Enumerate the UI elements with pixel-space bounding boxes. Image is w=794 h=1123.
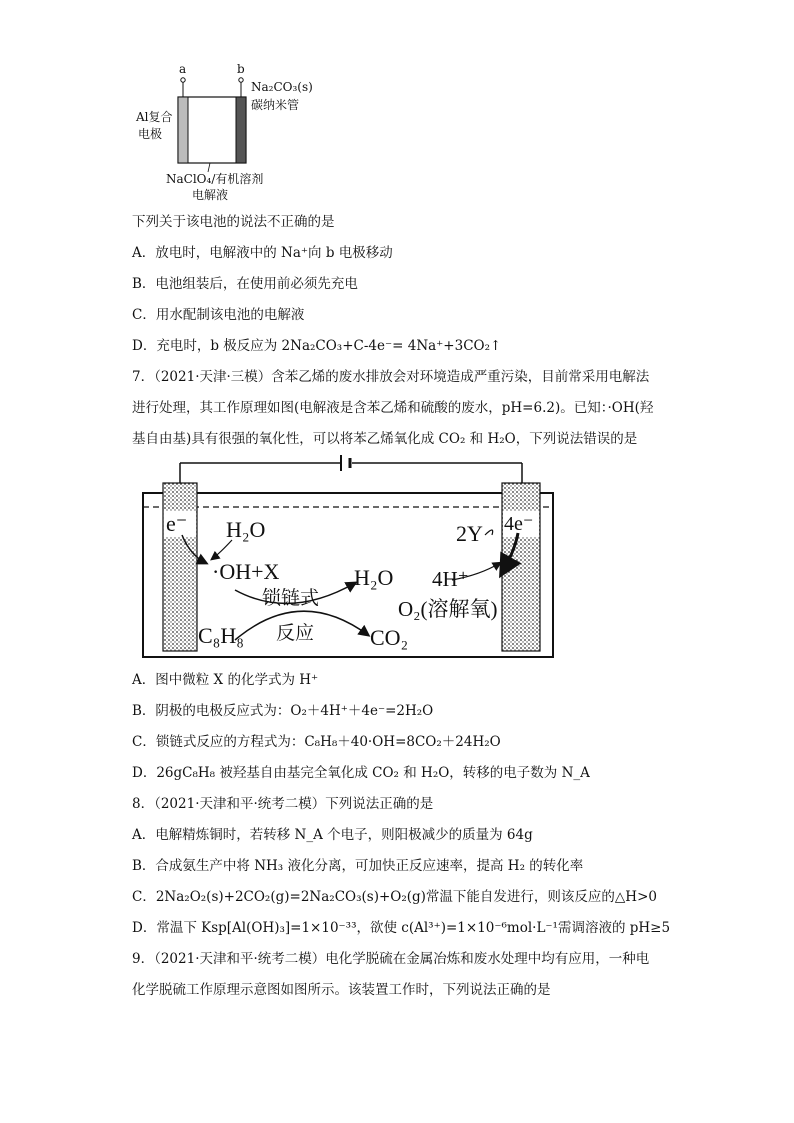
terminal-b-label: b bbox=[237, 62, 245, 76]
battery-diagram bbox=[130, 62, 313, 207]
o2-label: O₂(溶解氧) bbox=[398, 597, 498, 621]
q8-option-c: C．2Na₂O₂(s)+2CO₂(g)=2Na₂CO₃(s)+O₂(g)常温下能自发进行，则该反应的△H>0 bbox=[132, 889, 657, 905]
q8-option-b: B．合成氨生产中将 NH₃ 液化分离，可加快正反应速率，提高 H₂ 的转化率 bbox=[132, 858, 584, 874]
al-electrode-label: Al复合 bbox=[136, 110, 173, 124]
al-electrode-label-2: 电极 bbox=[138, 127, 163, 141]
q7-stem-line2: 进行处理，其工作原理如图(电解液是含苯乙烯和硫酸的废水，pH=6.2)。已知：·OH(羟 bbox=[132, 400, 654, 416]
q7-stem-line1: 7．（2021·天津·三模）含苯乙烯的废水排放会对环境造成严重污染，目前常采用电解法 bbox=[132, 369, 650, 385]
right-electron-label: 4e⁻ bbox=[504, 513, 534, 535]
two-y-label: 2Y bbox=[456, 521, 483, 546]
four-h-label: 4H⁺ bbox=[432, 567, 469, 591]
q6-option-a: A．放电时，电解液中的 Na⁺向 b 电极移动 bbox=[132, 245, 393, 261]
q6-stem: 下列关于该电池的说法不正确的是 bbox=[132, 214, 335, 230]
q8-option-a: A．电解精炼铜时，若转移 N_A 个电子，则阳极减少的质量为 64g bbox=[132, 827, 533, 843]
q6-option-c: C．用水配制该电池的电解液 bbox=[132, 307, 305, 323]
q7-option-c: C．锁链式反应的方程式为：C₈H₈＋40·OH=8CO₂＋24H₂O bbox=[132, 734, 501, 750]
electrolyte-label-2: 电解液 bbox=[192, 188, 229, 202]
left-electron-label: e⁻ bbox=[166, 511, 188, 536]
q7-stem-line3: 基自由基)具有很强的氧化性，可以将苯乙烯氧化成 CO₂ 和 H₂O，下列说法错误的是 bbox=[132, 431, 638, 447]
electrolysis-diagram bbox=[140, 455, 560, 665]
carbon-electrode bbox=[236, 97, 246, 163]
terminal-a-label: a bbox=[179, 62, 187, 76]
left-electrode bbox=[163, 483, 197, 651]
q6-option-d: D．充电时，b 极反应为 2Na₂CO₃+C-4e⁻= 4Na⁺+3CO₂↑ bbox=[132, 338, 502, 354]
co2-label: CO₂ bbox=[370, 625, 409, 650]
oh-x-label: ·OH+X bbox=[212, 559, 280, 584]
c8h8-label: C₈H₈ bbox=[198, 623, 244, 648]
q9-stem-line1: 9．（2021·天津和平·统考二模）电化学脱硫在金属冶炼和废水处理中均有应用，一种电 bbox=[132, 951, 650, 967]
carbon-nanotube-label: 碳纳米管 bbox=[251, 98, 300, 112]
q9-stem-line2: 化学脱硫工作原理示意图如图所示。该装置工作时，下列说法正确的是 bbox=[132, 982, 551, 998]
q7-option-d: D．26gC₈H₈ 被羟基自由基完全氧化成 CO₂ 和 H₂O，转移的电子数为 N_A bbox=[132, 765, 590, 781]
q8-stem: 8．（2021·天津和平·统考二模）下列说法正确的是 bbox=[132, 796, 434, 812]
q8-option-d: D．常温下 Ksp[Al(OH)₃]=1×10⁻³³，欲使 c(Al³⁺)=1×10⁻⁶mol·L⁻¹需调溶液的 pH≥5 bbox=[132, 920, 671, 936]
q7-option-b: B．阴极的电极反应式为：O₂＋4H⁺＋4e⁻=2H₂O bbox=[132, 703, 434, 719]
al-electrode bbox=[178, 97, 188, 163]
reaction-label: 反应 bbox=[276, 622, 315, 644]
q7-option-a: A．图中微粒 X 的化学式为 H⁺ bbox=[132, 672, 319, 688]
na2co3-label: Na₂CO₃(s) bbox=[251, 80, 313, 94]
chain-reaction-label: 锁链式 bbox=[262, 587, 320, 609]
h2o-left-label: H₂O bbox=[226, 517, 266, 542]
q6-option-b: B．电池组装后，在使用前必须先充电 bbox=[132, 276, 358, 292]
electrolyte-label: NaClO₄/有机溶剂 bbox=[166, 172, 264, 186]
right-electrode bbox=[502, 483, 540, 651]
h2o-mid-label: H₂O bbox=[354, 565, 394, 590]
